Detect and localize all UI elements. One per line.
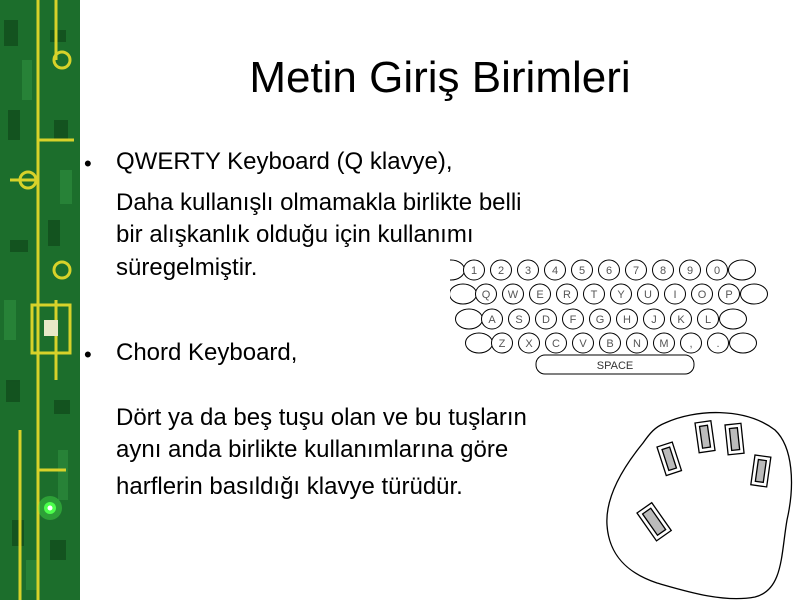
keyboard-key-label: N	[633, 338, 641, 350]
keyboard-key-label: K	[677, 314, 685, 326]
keyboard-key-label: 7	[632, 265, 640, 277]
keyboard-key-label: L	[704, 314, 712, 326]
circuit-sidebar	[0, 0, 80, 600]
keyboard-blank-key	[741, 284, 768, 304]
keyboard-key-label: Z	[498, 338, 506, 350]
bullet-body-line: Daha kullanışlı olmamakla birlikte belli	[116, 189, 522, 216]
keyboard-key-label: 1	[470, 265, 478, 277]
keyboard-key-label: ,	[689, 338, 693, 350]
keyboard-key-label: D	[542, 314, 550, 326]
bullet-body-line: süregelmiştir.	[116, 254, 258, 281]
keyboard-blank-key	[720, 309, 747, 329]
keyboard-key-label: X	[525, 338, 533, 350]
keyboard-key-label: B	[606, 338, 614, 350]
keyboard-key-label: H	[623, 314, 631, 326]
keyboard-key-label: T	[590, 289, 598, 301]
bullet-body-line: harflerin basıldığı klavye türüdür.	[116, 473, 463, 500]
keyboard-key-label: U	[644, 289, 652, 301]
chord-key	[751, 455, 771, 487]
keyboard-key-label: 9	[686, 265, 694, 277]
bullet-icon: •	[84, 342, 92, 367]
keyboard-key-label: J	[651, 314, 657, 326]
keyboard-key-label: S	[515, 314, 523, 326]
keyboard-blank-key	[466, 333, 493, 353]
keyboard-key-label: G	[595, 314, 605, 326]
chord-key	[695, 421, 715, 453]
bullet-body-line: Dört ya da beş tuşu olan ve bu tuşların	[116, 404, 527, 431]
keyboard-key-label: 6	[605, 265, 613, 277]
bullet-body-line: aynı anda birlikte kullanımlarına göre	[116, 436, 509, 463]
keyboard-key-label: F	[569, 314, 577, 326]
bullet-heading-chord: Chord Keyboard,	[116, 339, 298, 366]
keyboard-key-label: M	[659, 338, 669, 350]
keyboard-key-label: 8	[659, 265, 667, 277]
keyboard-space-label: SPACE	[596, 360, 634, 372]
keyboard-key-label: C	[552, 338, 560, 350]
keyboard-key-label: 2	[497, 265, 505, 277]
slide-title: Metin Giriş Birimleri	[249, 53, 631, 102]
bullet-icon: •	[84, 151, 92, 176]
keyboard-blank-key	[456, 309, 483, 329]
keyboard-key-label: 3	[524, 265, 532, 277]
keyboard-blank-key	[450, 260, 465, 280]
keyboard-key-label: V	[579, 338, 587, 350]
bullet-heading-qwerty: QWERTY Keyboard (Q klavye),	[116, 148, 453, 175]
keyboard-key-label: A	[488, 314, 496, 326]
qwerty-keyboard-illustration	[450, 252, 800, 382]
chord-keyboard-illustration	[605, 405, 795, 600]
keyboard-key-label: P	[725, 289, 733, 301]
keyboard-key-label: .	[716, 338, 720, 350]
keyboard-blank-key	[450, 284, 477, 304]
keyboard-key-label: Q	[481, 289, 491, 301]
keyboard-key-label: 0	[713, 265, 721, 277]
keyboard-key-label: O	[697, 289, 707, 301]
keyboard-key-label: R	[563, 289, 571, 301]
keyboard-key-label: E	[536, 289, 544, 301]
keyboard-key-label: I	[673, 289, 677, 301]
keyboard-blank-key	[729, 260, 756, 280]
keyboard-key-label: W	[507, 289, 519, 301]
keyboard-blank-key	[730, 333, 757, 353]
keyboard-key-label: 5	[578, 265, 586, 277]
keyboard-key-label: 4	[551, 265, 559, 277]
chord-key	[725, 423, 744, 455]
keyboard-key-label: Y	[617, 289, 625, 301]
bullet-body-line: bir alışkanlık olduğu için kullanımı	[116, 221, 474, 248]
